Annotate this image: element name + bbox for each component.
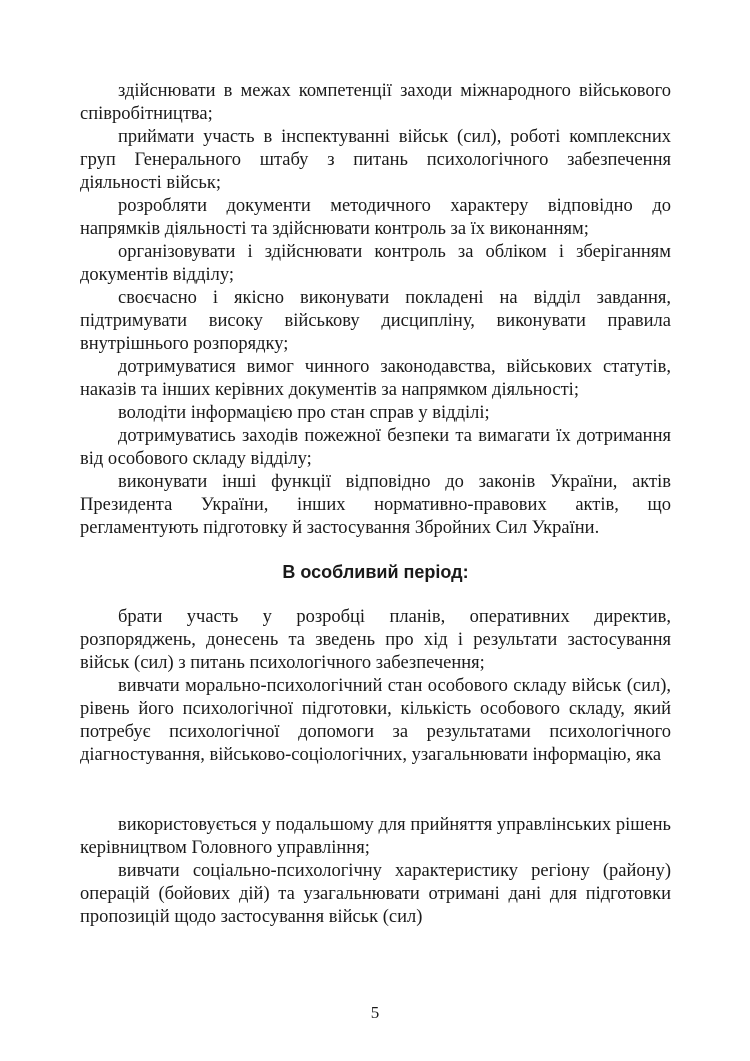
- duty-item: дотримуватися вимог чинного законодавства, військових статутів, наказів та інших керівних документів за напрямком діяльності;: [80, 357, 671, 400]
- duty-item: брати участь у розробці планів, оперативних директив, розпоряджень, донесень та зведень про хід і результати застосування військ (сил) з питань психологічного забезпечення;: [80, 607, 671, 673]
- duty-item: розробляти документи методичного характеру відповідно до напрямків діяльності та здійснювати контроль за їх виконанням;: [80, 196, 671, 239]
- duty-item: використовується у подальшому для прийняття управлінських рішень керівництвом Головного управління;: [80, 815, 671, 858]
- duty-item: своєчасно і якісно виконувати покладені на відділ завдання, підтримувати високу військову дисципліну, виконувати правила внутрішнього розпорядку;: [80, 288, 671, 354]
- section-heading-special-period: В особливий період:: [282, 562, 469, 582]
- duty-item: приймати участь в інспектуванні військ (сил), роботі комплексних груп Генерального штабу з питань психологічного забезпечення діяльності військ;: [80, 127, 671, 193]
- duty-item: виконувати інші функції відповідно до законів України, актів Президента України, інших нормативно-правових актів, що регламентують підготовку й застосування Збройних Сил України.: [80, 472, 671, 538]
- section-duties-list: [80, 80, 671, 540]
- duty-item: дотримуватись заходів пожежної безпеки та вимагати їх дотримання від особового складу відділу;: [80, 426, 671, 469]
- page-number: 5: [370, 1003, 380, 1022]
- duty-item: володіти інформацією про стан справ у відділі;: [118, 403, 490, 423]
- duty-item: організовувати і здійснювати контроль за обліком і зберіганням документів відділу;: [80, 242, 671, 285]
- duty-item: здійснювати в межах компетенції заходи міжнародного військового співробітництва;: [80, 81, 671, 124]
- duty-item: вивчати морально-психологічний стан особового складу військ (сил), рівень його психологічної підготовки, кількість особового складу, який потребує психологічної допомоги за результатами психологічного діагностування, військово-соціологічних, узагальнювати інформацію, яка: [80, 676, 671, 765]
- paragraph-gap: [80, 767, 671, 814]
- document-page: [80, 80, 671, 929]
- duty-item: вивчати соціально-психологічну характеристику регіону (району) операцій (бойових дій) та узагальнювати отримані дані для підготовки пропозицій щодо застосування військ (сил): [80, 861, 671, 927]
- section-special-period-list: [80, 606, 671, 929]
